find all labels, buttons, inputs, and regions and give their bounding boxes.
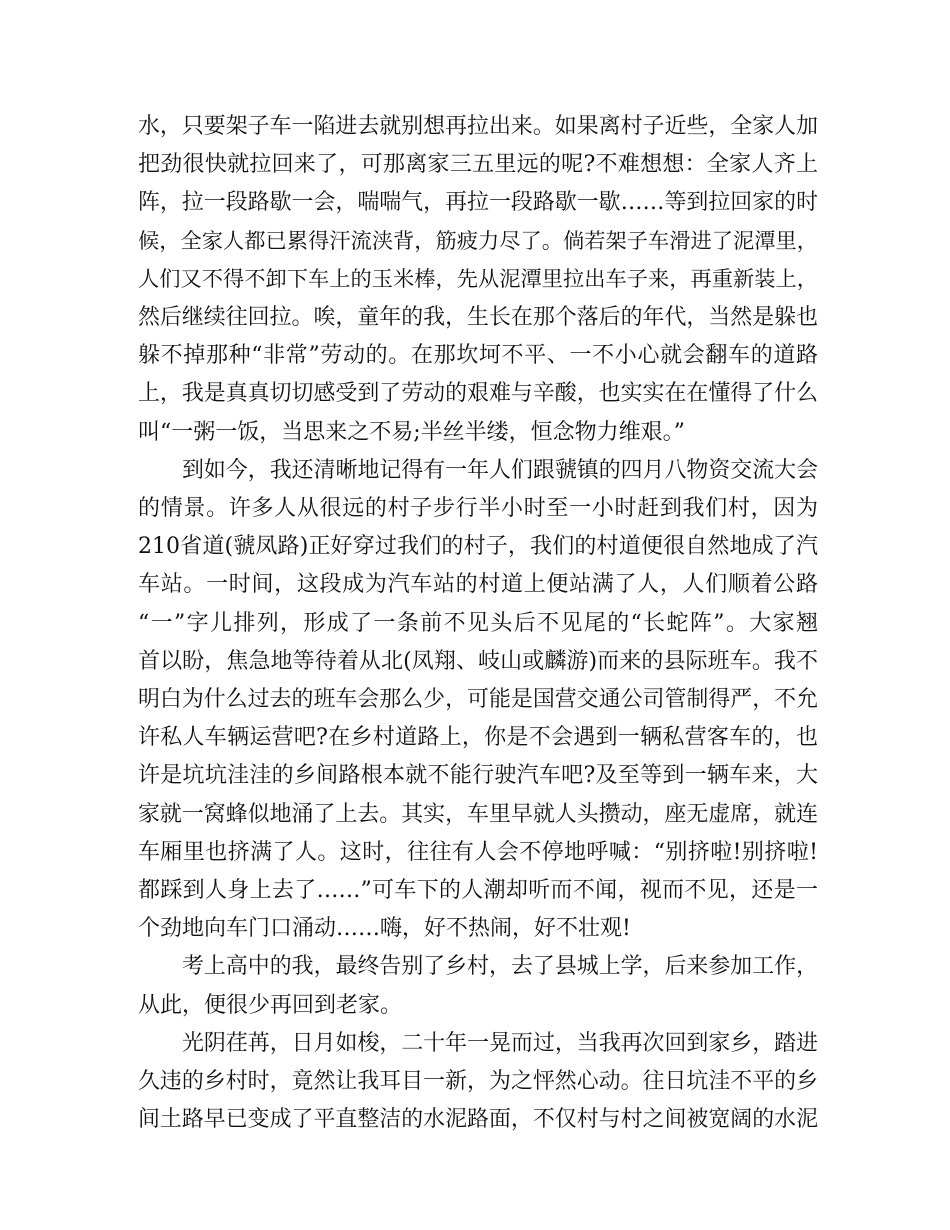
text-line: 个劲地向车门口涌动……嗨，好不热闹，好不壮观! (138, 916, 631, 942)
text-line: 家就一窝蜂似地涌了上去。其实，车里早就人头攒动，座无虚席，就连 (138, 801, 818, 827)
text-line: 久违的乡村时，竟然让我耳目一新，为之怦然心动。往日坑洼不平的乡 (138, 1069, 818, 1095)
text-line: 都踩到人身上去了……”可车下的人潮却听而不闻，视而不见，还是一 (138, 878, 818, 904)
text-line: 光阴荏苒，日月如梭，二十年一晃而过，当我再次回到家乡，踏进 (182, 1030, 818, 1056)
text-line: 的情景。许多人从很远的村子步行半小时至一小时赶到我们村，因为 (138, 496, 818, 522)
text-line: 车厢里也挤满了人。这时，往往有人会不停地呼喊：“别挤啦!别挤啦! (138, 839, 818, 865)
paragraph-2 (138, 452, 818, 949)
text-line: 许是坑坑洼洼的乡间路根本就不能行驶汽车吧?及至等到一辆车来，大 (138, 763, 818, 789)
text-line: 候，全家人都已累得汗流浃背，筋疲力尽了。倘若架子车滑进了泥潭里， (138, 228, 819, 254)
paragraph-1 (138, 108, 818, 452)
text-line: 从此，便很少再回到老家。 (138, 992, 403, 1018)
text-line: 然后继续往回拉。唉，童年的我，生长在那个落后的年代，当然是躲也 (138, 305, 818, 331)
document-page (138, 108, 818, 1139)
text-line: “一”字儿排列，形成了一条前不见头后不见尾的“长蛇阵”。大家翘 (138, 610, 818, 636)
paragraph-4 (138, 1025, 818, 1140)
text-line: 阵，拉一段路歇一会，喘喘气，再拉一段路歇一歇……等到拉回家的时 (138, 190, 818, 216)
text-line: 人们又不得不卸下车上的玉米棒，先从泥潭里拉出车子来，再重新装上， (138, 266, 819, 292)
text-line: 间土路早已变成了平直整洁的水泥路面，不仅村与村之间被宽阔的水泥 (138, 1107, 818, 1133)
text-line: 车站。一时间，这段成为汽车站的村道上便站满了人，人们顺着公路 (138, 572, 818, 598)
text-line: 到如今，我还清晰地记得有一年人们跟虢镇的四月八物资交流大会 (182, 457, 818, 483)
paragraph-3 (138, 948, 818, 1024)
text-line: 明白为什么过去的班车会那么少，可能是国营交通公司管制得严，不允 (138, 687, 818, 713)
text-line: 把劲很快就拉回来了，可那离家三五里远的呢?不难想想：全家人齐上 (138, 152, 818, 178)
text-line: 躲不掉那种“非常”劳动的。在那坎坷不平、一不小心就会翻车的道路 (138, 343, 818, 369)
text-line: 210省道(虢凤路)正好穿过我们的村子，我们的村道便很自然地成了汽 (138, 534, 818, 560)
text-line: 考上高中的我，最终告别了乡村，去了县城上学，后来参加工作， (182, 954, 818, 980)
text-line: 叫“一粥一饭，当思来之不易;半丝半缕，恒念物力维艰。” (138, 419, 685, 445)
text-line: 上，我是真真切切感受到了劳动的艰难与辛酸，也实实在在懂得了什么 (138, 381, 818, 407)
text-line: 水，只要架子车一陷进去就别想再拉出来。如果离村子近些，全家人加 (138, 114, 818, 139)
text-line: 首以盼，焦急地等待着从北(凤翔、岐山或麟游)而来的县际班车。我不 (138, 648, 818, 674)
text-line: 许私人车辆运营吧?在乡村道路上，你是不会遇到一辆私营客车的，也 (138, 725, 818, 751)
